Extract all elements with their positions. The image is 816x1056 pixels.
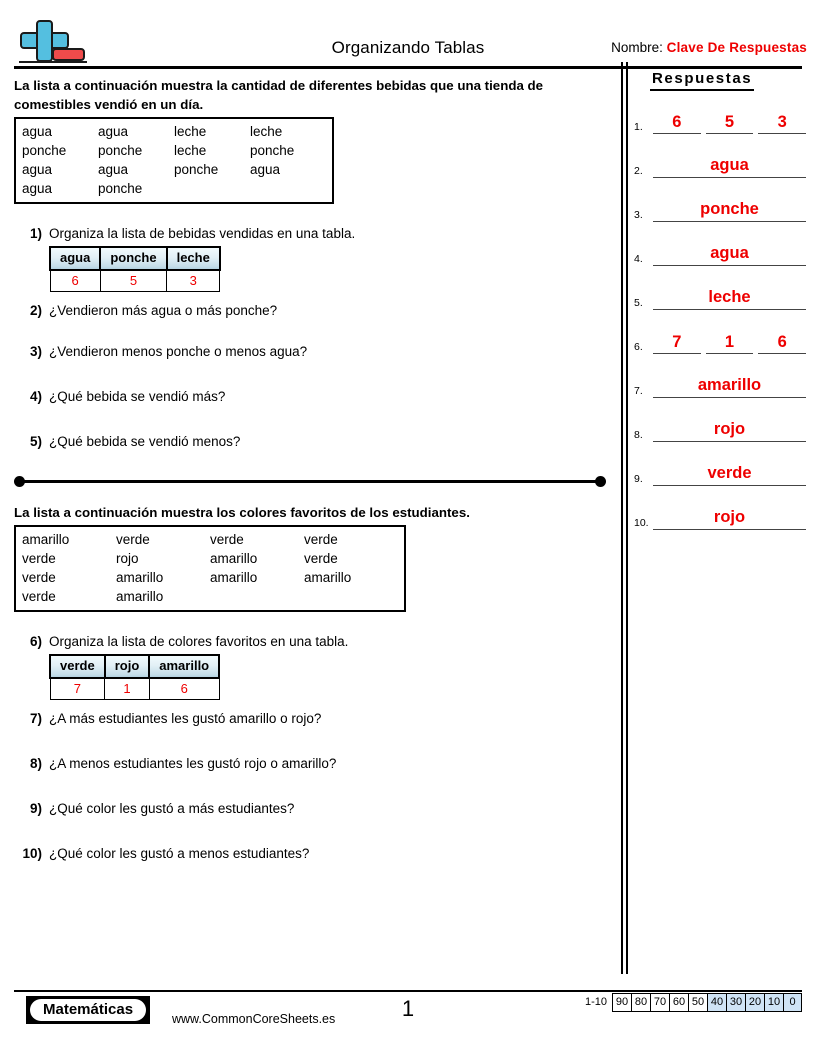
question-8 [14, 754, 614, 773]
table-header-cell: ponche [100, 247, 166, 270]
table-row [50, 678, 219, 700]
question-text: ¿Vendieron más agua o más ponche? [49, 303, 278, 318]
answer-line[interactable] [653, 331, 806, 354]
scale-cell[interactable]: 10 [764, 993, 783, 1012]
section1-prompt: La lista a continuación muestra la cantidad de diferentes bebidas que una tienda de comestibles vendió en un día. [14, 78, 544, 112]
question-number: 3) [29, 344, 42, 359]
word-cell [304, 587, 398, 606]
word-cell: verde [304, 551, 338, 566]
word-cell: agua [22, 181, 53, 196]
answer-index: 9. [634, 473, 643, 485]
question-number: 1) [29, 226, 42, 241]
section2-prompt: La lista a continuación muestra los colores favoritos de los estudiantes. [14, 505, 470, 520]
answer-value: 6 [672, 113, 682, 131]
section-separator [14, 475, 606, 489]
word-cell: agua [22, 162, 53, 177]
vertical-divider [621, 62, 628, 974]
word-cell: verde [116, 532, 150, 547]
section1-word-table [22, 122, 326, 198]
answer-row-9 [634, 443, 806, 487]
section-colors [14, 503, 614, 863]
logo-baseline [19, 61, 87, 63]
word-cell: amarillo [304, 570, 352, 585]
answer-segment [706, 331, 754, 354]
word-cell: ponche [98, 143, 143, 158]
scale-cell[interactable]: 90 [612, 993, 631, 1012]
answer-index: 2. [634, 165, 643, 177]
word-cell: verde [304, 532, 338, 547]
question-6 [14, 632, 614, 700]
answer-value: agua [710, 156, 749, 174]
section2-word-table [22, 530, 398, 606]
answer-line[interactable] [653, 198, 806, 222]
table-value-cell[interactable]: 1 [105, 678, 150, 700]
word-row [22, 587, 398, 606]
question-text: ¿Vendieron menos ponche o menos agua? [49, 344, 308, 359]
word-row [22, 122, 326, 141]
scale-cell[interactable]: 50 [688, 993, 707, 1012]
question-text: ¿Qué bebida se vendió menos? [49, 434, 241, 449]
table-value-cell[interactable]: 6 [50, 270, 100, 292]
grading-scale [582, 993, 802, 1012]
answer-segment [706, 111, 754, 134]
word-row [22, 568, 398, 587]
page-header [0, 0, 816, 68]
question-text: Organiza la lista de colores favoritos en una tabla. [49, 634, 349, 649]
answer-row-3 [634, 179, 806, 223]
answer-index: 6. [634, 341, 643, 353]
answer-value: agua [710, 244, 749, 262]
table-value-cell[interactable]: 7 [50, 678, 105, 700]
answer-value: ponche [700, 200, 759, 218]
word-cell: verde [210, 532, 244, 547]
word-row [22, 141, 326, 160]
answer-value: 3 [777, 113, 787, 131]
scale-cell[interactable]: 80 [631, 993, 650, 1012]
question-number: 7) [29, 711, 42, 726]
word-row [22, 160, 326, 179]
answer-index: 8. [634, 429, 643, 441]
answer-row-10 [634, 487, 806, 531]
word-row [22, 179, 326, 198]
answer-value: amarillo [697, 376, 762, 394]
answer-row-2 [634, 135, 806, 179]
question-number: 8) [29, 756, 42, 771]
answer-index: 4. [634, 253, 643, 265]
answer-table-colors[interactable] [49, 654, 220, 700]
word-cell: ponche [250, 143, 295, 158]
section-beverages [14, 76, 614, 451]
question-text: ¿A más estudiantes les gustó amarillo o rojo? [49, 711, 322, 726]
word-cell: leche [174, 124, 207, 139]
answer-line[interactable] [653, 418, 806, 442]
answer-index: 5. [634, 297, 643, 309]
separator-bar [19, 480, 601, 483]
question-text: ¿Qué color les gustó a más estudiantes? [49, 801, 295, 816]
question-number: 5) [29, 434, 42, 449]
scale-cell[interactable]: 70 [650, 993, 669, 1012]
name-field-area [611, 40, 807, 55]
word-row [22, 549, 398, 568]
word-cell: amarillo [210, 570, 258, 585]
question-number: 2) [29, 303, 42, 318]
answer-segment [758, 111, 806, 134]
scale-cell[interactable]: 20 [745, 993, 764, 1012]
answer-index: 3. [634, 209, 643, 221]
word-cell: ponche [174, 162, 219, 177]
table-value-cell[interactable]: 5 [100, 270, 166, 292]
answer-key-panel [634, 70, 806, 531]
table-header-cell: rojo [105, 655, 150, 678]
answer-line[interactable] [653, 506, 806, 530]
question-text: ¿A menos estudiantes les gustó rojo o amarillo? [49, 756, 337, 771]
website-url: www.CommonCoreSheets.es [172, 1012, 336, 1026]
word-cell: agua [98, 162, 129, 177]
divider-line-right [626, 62, 628, 974]
scale-cell[interactable]: 30 [726, 993, 745, 1012]
page-title: Organizando Tablas [331, 38, 485, 57]
table-header-cell: leche [167, 247, 220, 270]
question-number: 4) [29, 389, 42, 404]
word-cell: leche [174, 143, 207, 158]
answer-table-beverages[interactable] [49, 246, 221, 292]
answer-index: 7. [634, 385, 643, 397]
answer-row-4 [634, 223, 806, 267]
answer-value: 1 [724, 333, 735, 351]
word-cell: amarillo [116, 589, 164, 604]
answer-index: 1. [634, 121, 643, 133]
question-text: Organiza la lista de bebidas vendidas en una tabla. [49, 226, 356, 241]
word-cell: leche [250, 124, 283, 139]
answer-value: 7 [672, 333, 682, 351]
table-header-cell: verde [50, 655, 105, 678]
answer-value: rojo [713, 508, 746, 526]
word-cell: verde [22, 551, 56, 566]
answer-key-title: Respuestas [650, 70, 754, 91]
answer-line[interactable] [653, 242, 806, 266]
word-cell [250, 179, 326, 198]
separator-dot-right [595, 476, 606, 487]
table-row [50, 270, 220, 292]
question-7 [14, 709, 614, 728]
word-cell [174, 179, 250, 198]
answer-segment [758, 331, 806, 354]
section2-word-list [14, 525, 406, 612]
question-number: 10) [22, 846, 42, 861]
word-cell: ponche [22, 143, 67, 158]
question-5 [14, 432, 614, 451]
question-2 [14, 301, 614, 320]
answer-row-1 [634, 91, 806, 135]
subject-badge-label: Matemáticas [30, 999, 146, 1021]
worksheet-body [14, 76, 614, 863]
question-4 [14, 387, 614, 406]
divider-line-left [621, 62, 623, 974]
answer-line[interactable] [653, 111, 806, 134]
footer-divider [14, 990, 802, 992]
header-divider [14, 66, 802, 69]
name-label: Nombre: [611, 40, 663, 55]
answer-value: rojo [713, 420, 746, 438]
answer-row-7 [634, 355, 806, 399]
question-number: 9) [29, 801, 42, 816]
answer-value: verde [707, 464, 752, 482]
answer-row-8 [634, 399, 806, 443]
word-row [22, 530, 398, 549]
question-text: ¿Qué bebida se vendió más? [49, 389, 226, 404]
word-cell: verde [22, 570, 56, 585]
answer-value: 5 [724, 113, 735, 131]
grading-scale-range: 1-10 [584, 996, 607, 1008]
scale-cell[interactable]: 0 [783, 993, 802, 1012]
answer-row-6 [634, 311, 806, 355]
table-header-row [50, 247, 220, 270]
grading-scale-cells [612, 993, 802, 1012]
answer-line[interactable] [653, 462, 806, 486]
table-header-row [50, 655, 219, 678]
scale-cell[interactable]: 60 [669, 993, 688, 1012]
word-cell: rojo [116, 551, 139, 566]
table-value-cell[interactable]: 3 [167, 270, 220, 292]
answer-index: 10. [634, 517, 649, 529]
section1-word-list [14, 117, 334, 204]
word-cell: verde [22, 589, 56, 604]
scale-cell[interactable]: 40 [707, 993, 726, 1012]
question-10 [14, 844, 614, 863]
table-header-cell: agua [50, 247, 100, 270]
word-cell: agua [22, 124, 53, 139]
name-value: Clave De Respuestas [666, 40, 807, 55]
word-cell [210, 587, 304, 606]
word-cell: amarillo [116, 570, 164, 585]
question-number: 6) [29, 634, 42, 649]
question-text: ¿Qué color les gustó a menos estudiantes? [49, 846, 310, 861]
question-1 [14, 224, 614, 292]
answer-value: 6 [777, 333, 787, 351]
word-cell: amarillo [210, 551, 258, 566]
word-cell: ponche [98, 181, 143, 196]
page-number: 1 [401, 996, 415, 1021]
question-9 [14, 799, 614, 818]
word-cell: amarillo [22, 532, 70, 547]
answer-segment [653, 111, 701, 134]
answer-line[interactable] [653, 374, 806, 398]
table-header-cell: amarillo [149, 655, 219, 678]
word-cell: agua [250, 162, 281, 177]
answer-segment [653, 331, 701, 354]
answer-line[interactable] [653, 154, 806, 178]
question-3 [14, 342, 614, 361]
table-value-cell[interactable]: 6 [149, 678, 219, 700]
answer-value: leche [708, 288, 751, 306]
word-cell: agua [98, 124, 129, 139]
answer-line[interactable] [653, 286, 806, 310]
answer-row-5 [634, 267, 806, 311]
